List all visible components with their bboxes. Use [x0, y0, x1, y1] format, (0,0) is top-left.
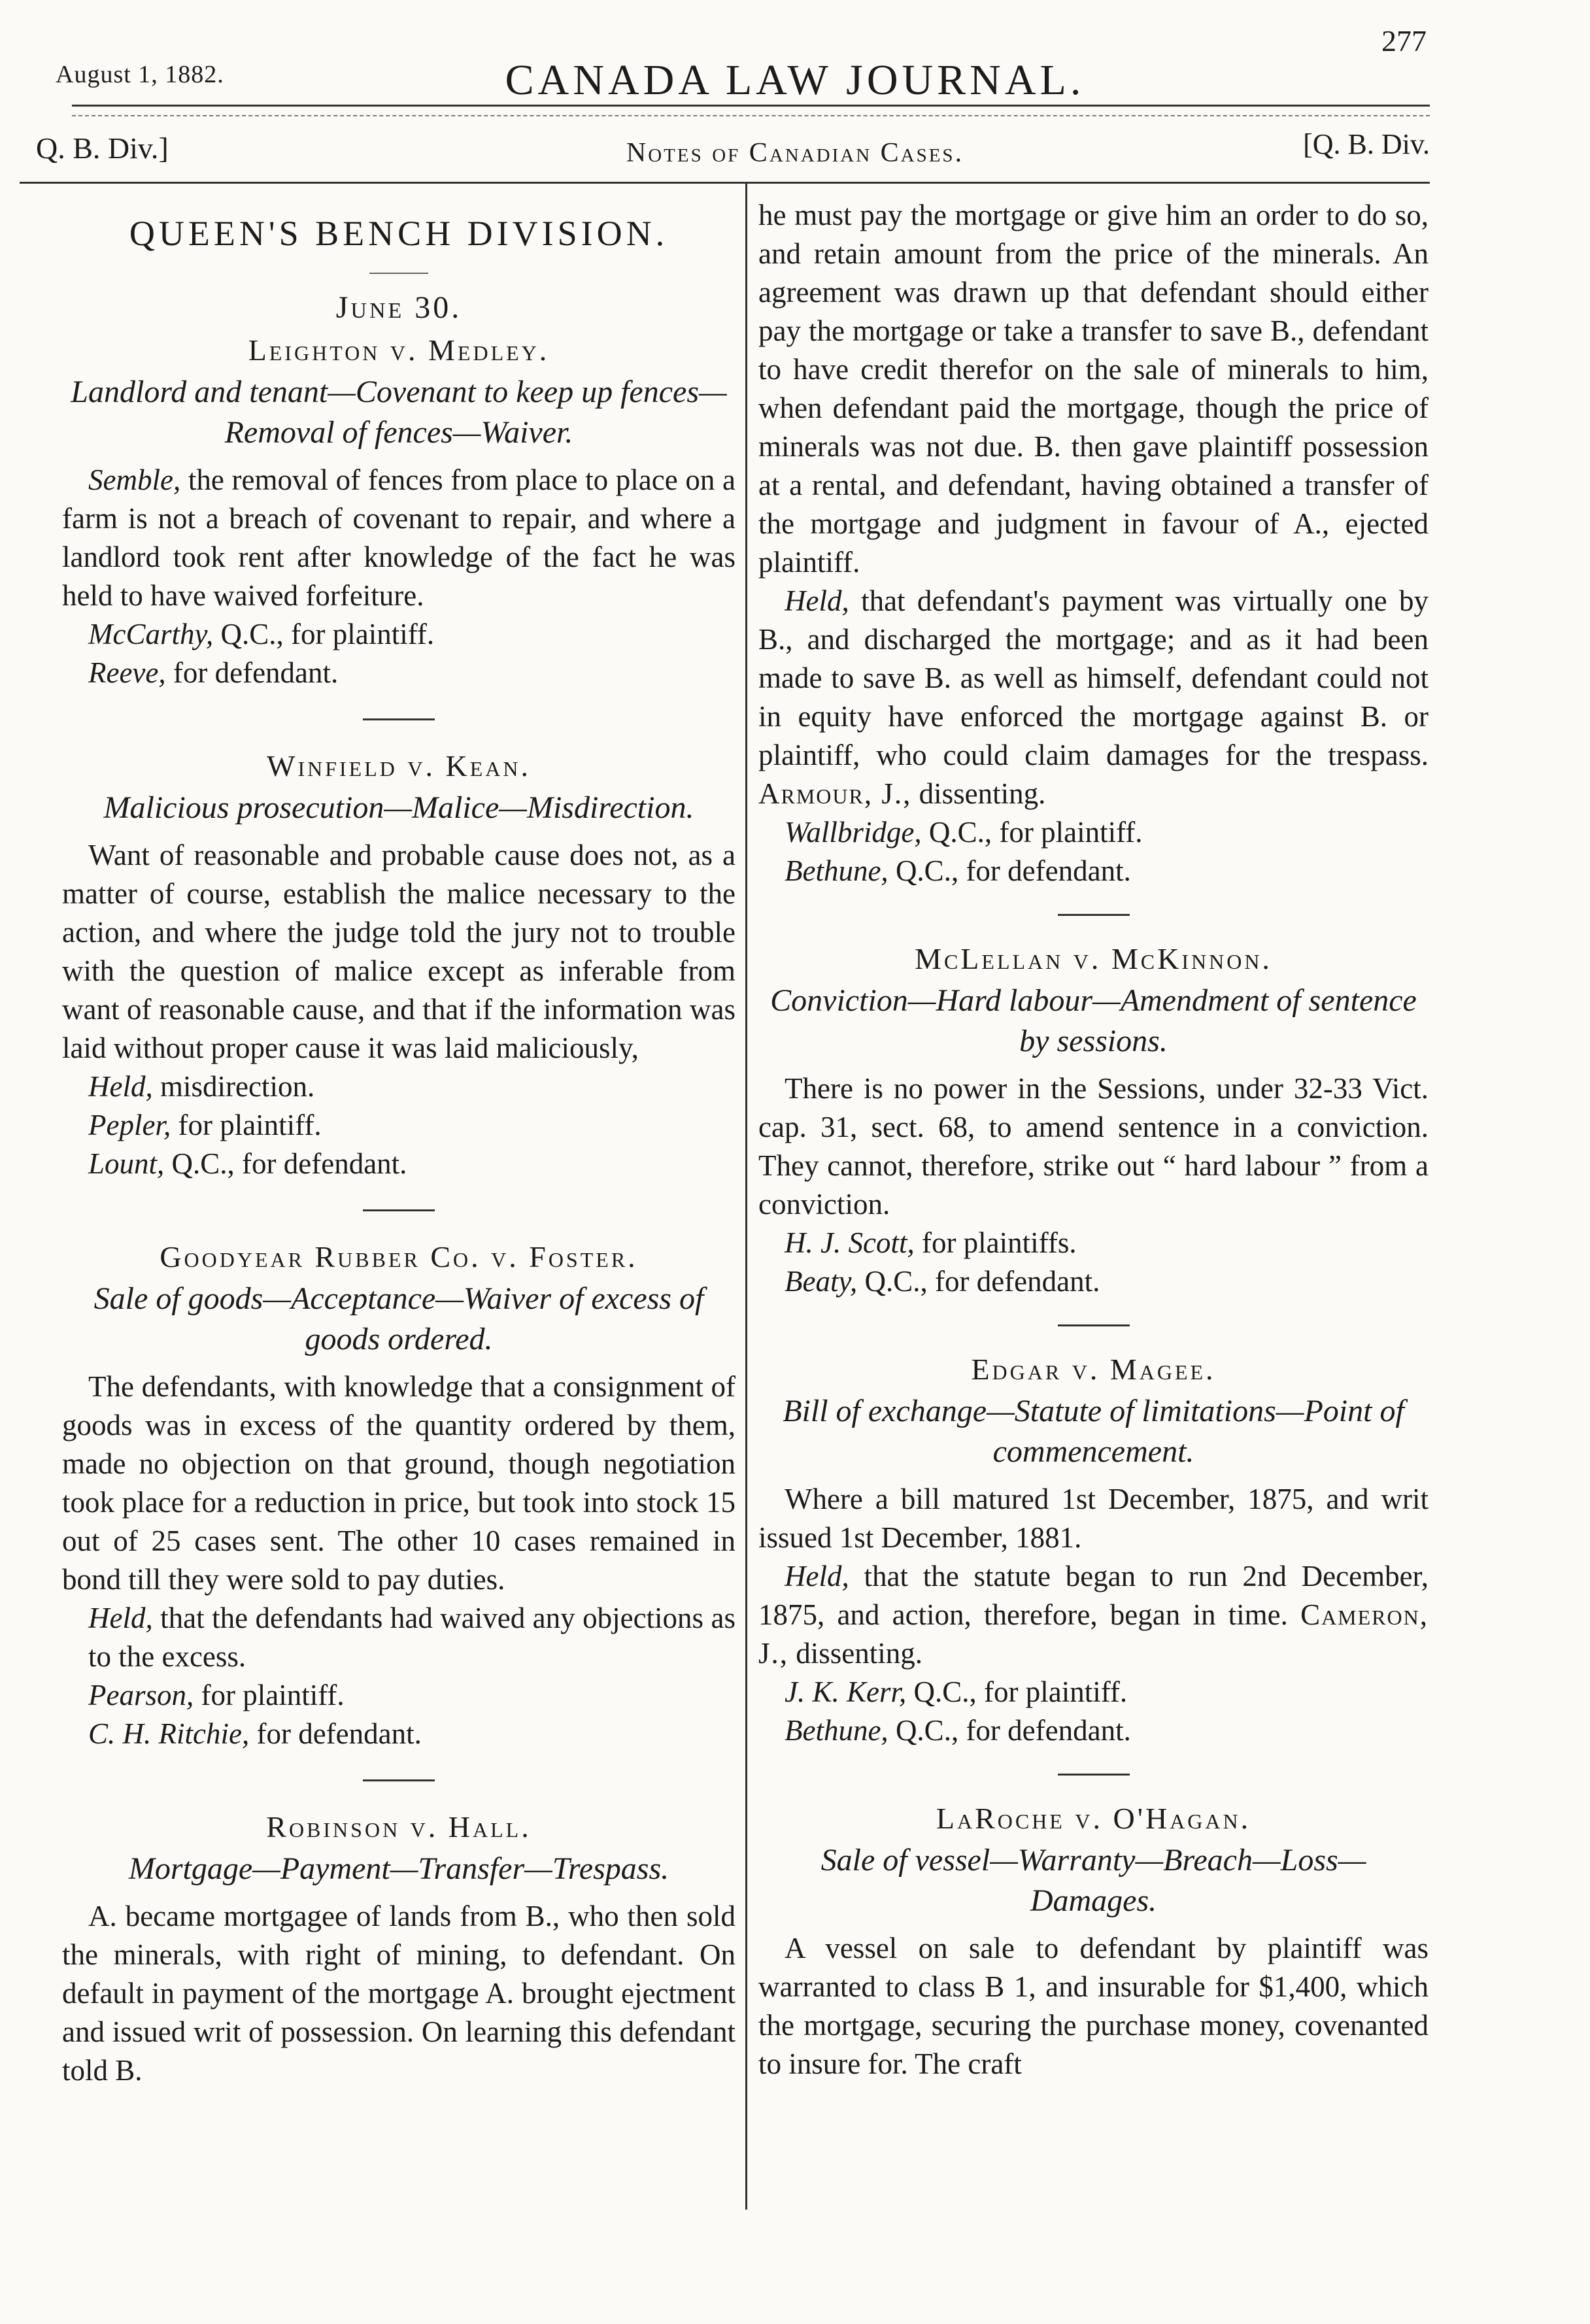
case-title: Goodyear Rubber Co. v. Foster.	[160, 1240, 638, 1273]
case-headnote: Conviction—Hard labour—Amendment of sentence by sessions.	[770, 983, 1417, 1058]
counsel-role: Q.C., for defendant.	[164, 1147, 407, 1180]
right-column	[758, 196, 1429, 2083]
dissenting-judge: Armour, J.,	[758, 777, 912, 810]
case-headnote: Sale of goods—Acceptance—Waiver of excess of goods ordered.	[93, 1281, 704, 1356]
case-separator	[1058, 1324, 1130, 1326]
counsel-line	[785, 1262, 1429, 1301]
case-body: A. became mortgagee of lands from B., who then sold the minerals, with right of mining, to defendant. On default in payment of the mortgage A. brought ejectment and issued writ of possession. On learning this defendant told B.	[62, 1900, 736, 2087]
case-body: A vessel on sale to defendant by plaintiff was warranted to class B 1, and insurable for $1,400, which the mortgage, securing the purchase money, covenanted to insure for. The craft	[758, 1932, 1429, 2080]
counsel-name: J. K. Kerr,	[785, 1676, 907, 1708]
held-paragraph	[758, 1557, 1429, 1673]
header-bottom-rule	[20, 182, 1430, 184]
case-separator	[1058, 914, 1130, 916]
body-text: the removal of fences from place to place on a farm is not a breach of covenant to repair, and where a landlord took rent after knowledge of the fact he was held to have waived forfeiture.	[62, 463, 736, 612]
counsel-line	[785, 1711, 1429, 1750]
counsel-name: Lount,	[88, 1147, 165, 1180]
counsel-role: Q.C., for plaintiff.	[906, 1676, 1128, 1708]
case-headnote: Mortgage—Payment—Transfer—Trespass.	[128, 1851, 669, 1886]
column-divider	[745, 183, 747, 2210]
held-text: misdirection.	[152, 1070, 315, 1103]
case-separator	[363, 1209, 435, 1211]
case-separator	[363, 1779, 435, 1781]
case-body: The defendants, with knowledge that a consignment of goods was in excess of the quantity ordered by them, made no objection on that ground, though negotiation took place for a reduction in price, but took into stock 15 out of 25 cases sent. The other 10 cases remained in bond till they were sold to pay duties.	[62, 1370, 736, 1596]
counsel-name: Wallbridge,	[785, 816, 922, 849]
counsel-role: for plaintiff.	[194, 1679, 345, 1711]
held-text: that defendant's payment was virtually one by B., and discharged the mortgage; and as it had been made to save B. as well as himself, defendant could not in equity have enforced the mortgage against B. or plaintiff, who could claim damages for the trespass.	[758, 584, 1429, 771]
counsel-line	[785, 852, 1429, 890]
case-body: Where a bill matured 1st December, 1875, and writ issued 1st December, 1881.	[758, 1483, 1429, 1554]
counsel-line	[88, 1145, 736, 1183]
case-robinson-continued	[758, 196, 1429, 890]
case-headnote: Landlord and tenant—Covenant to keep up fences—Removal of fences—Waiver.	[71, 375, 727, 450]
case-body: Want of reasonable and probable cause does not, as a matter of course, establish the malice necessary to the action, and where the judge told the jury not to trouble with the question of malice except as inferable from want of reasonable cause, and that if the information was laid without proper cause it was laid maliciously,	[62, 839, 736, 1064]
held-text: that the statute began to run 2nd December, 1875, and action, therefore, began in time.	[758, 1560, 1429, 1631]
case-edgar	[758, 1350, 1429, 1750]
dissenting-judge: Cameron, J.,	[758, 1598, 1429, 1670]
counsel-role: for defendant.	[165, 656, 339, 689]
counsel-line	[88, 1106, 736, 1145]
case-title: McLellan v. McKinnon.	[915, 942, 1272, 975]
counsel-line	[88, 654, 736, 692]
section-left: Q. B. Div.]	[36, 131, 169, 165]
counsel-role: Q.C., for plaintiff.	[921, 816, 1143, 849]
case-title: Edgar v. Magee.	[971, 1353, 1216, 1386]
small-separator	[369, 273, 428, 274]
case-title: Robinson v. Hall.	[266, 1810, 532, 1844]
case-body: he must pay the mortgage or give him an order to do so, and retain amount from the price of the minerals. An agreement was drawn up that defendant should either pay the mortgage or take a transfer to save B., defendant to have credit therefor on the sale of minerals to him, when defendant paid the mortgage, though the price of minerals was not due. B. then gave plaintiff possession at a rental, and defendant, having obtained a transfer of the mortgage and judgment in favour of A., ejected plaintiff.	[758, 199, 1429, 579]
counsel-line	[88, 615, 736, 654]
page-number: 277	[1381, 24, 1427, 58]
held-label: Held,	[88, 1070, 153, 1103]
counsel-line	[785, 1224, 1429, 1262]
header-rule	[72, 105, 1430, 107]
counsel-name: Bethune,	[785, 1714, 888, 1747]
counsel-name: Bethune,	[785, 854, 888, 887]
division-heading: QUEEN'S BENCH DIVISION.	[129, 214, 669, 253]
counsel-line	[785, 1673, 1429, 1711]
case-headnote: Sale of vessel—Warranty—Breach—Loss—Damages.	[820, 1843, 1366, 1918]
left-column	[62, 196, 736, 2090]
counsel-name: C. H. Ritchie,	[88, 1717, 250, 1750]
case-body: There is no power in the Sessions, under 32-33 Vict. cap. 31, sect. 68, to amend sentence in a conviction. They cannot, therefore, strike out “ hard labour ” from a conviction.	[758, 1072, 1429, 1221]
header-rule-dashed	[72, 115, 1430, 116]
case-winfield	[62, 747, 736, 1183]
held-label: Held,	[88, 1602, 153, 1634]
case-laroche	[758, 1799, 1429, 2083]
counsel-role: Q.C., for defendant.	[888, 1714, 1131, 1747]
counsel-line	[88, 1715, 736, 1753]
counsel-name: McCarthy,	[88, 618, 214, 650]
counsel-role: Q.C., for defendant.	[857, 1265, 1100, 1298]
counsel-name: Pepler,	[88, 1109, 171, 1141]
case-leighton	[62, 288, 736, 692]
notes-heading: Notes of Canadian Cases.	[626, 138, 964, 168]
case-body	[62, 461, 736, 615]
case-title: Winfield v. Kean.	[267, 749, 531, 783]
counsel-role: for plaintiffs.	[914, 1226, 1077, 1259]
case-robinson	[62, 1808, 736, 2090]
dissent-text: dissenting.	[911, 777, 1046, 810]
section-right: [Q. B. Div.	[1303, 128, 1430, 160]
counsel-name: Beaty,	[785, 1265, 858, 1298]
case-headnote: Bill of exchange—Statute of limitations—Point of commencement.	[783, 1394, 1404, 1469]
counsel-name: H. J. Scott,	[785, 1226, 915, 1259]
case-goodyear	[62, 1238, 736, 1753]
case-title: Leighton v. Medley.	[248, 333, 550, 367]
held-line	[88, 1068, 736, 1106]
counsel-line	[785, 813, 1429, 852]
case-mclellan	[758, 939, 1429, 1301]
counsel-role: for defendant.	[249, 1717, 422, 1750]
held-line	[88, 1599, 736, 1676]
counsel-role: Q.C., for plaintiff.	[213, 618, 435, 650]
case-date: June 30.	[335, 290, 462, 325]
semble-lead: Semble,	[88, 463, 181, 496]
counsel-role: Q.C., for defendant.	[888, 854, 1131, 887]
header-date: August 1, 1882.	[56, 61, 224, 88]
case-separator	[1058, 1774, 1130, 1776]
journal-title: CANADA LAW JOURNAL.	[505, 56, 1085, 104]
counsel-name: Pearson,	[88, 1679, 194, 1711]
counsel-line	[88, 1676, 736, 1715]
held-label: Held,	[785, 584, 849, 617]
counsel-name: Reeve,	[88, 656, 166, 689]
case-separator	[363, 718, 435, 720]
counsel-role: for plaintiff.	[171, 1109, 322, 1141]
case-title: LaRoche v. O'Hagan.	[936, 1802, 1251, 1835]
held-paragraph	[758, 582, 1429, 813]
case-headnote: Malicious prosecution—Malice—Misdirection.	[103, 790, 694, 825]
held-label: Held,	[785, 1560, 849, 1592]
dissent-text: dissenting.	[788, 1637, 923, 1670]
held-text: that the defendants had waived any objections as to the excess.	[88, 1602, 736, 1673]
